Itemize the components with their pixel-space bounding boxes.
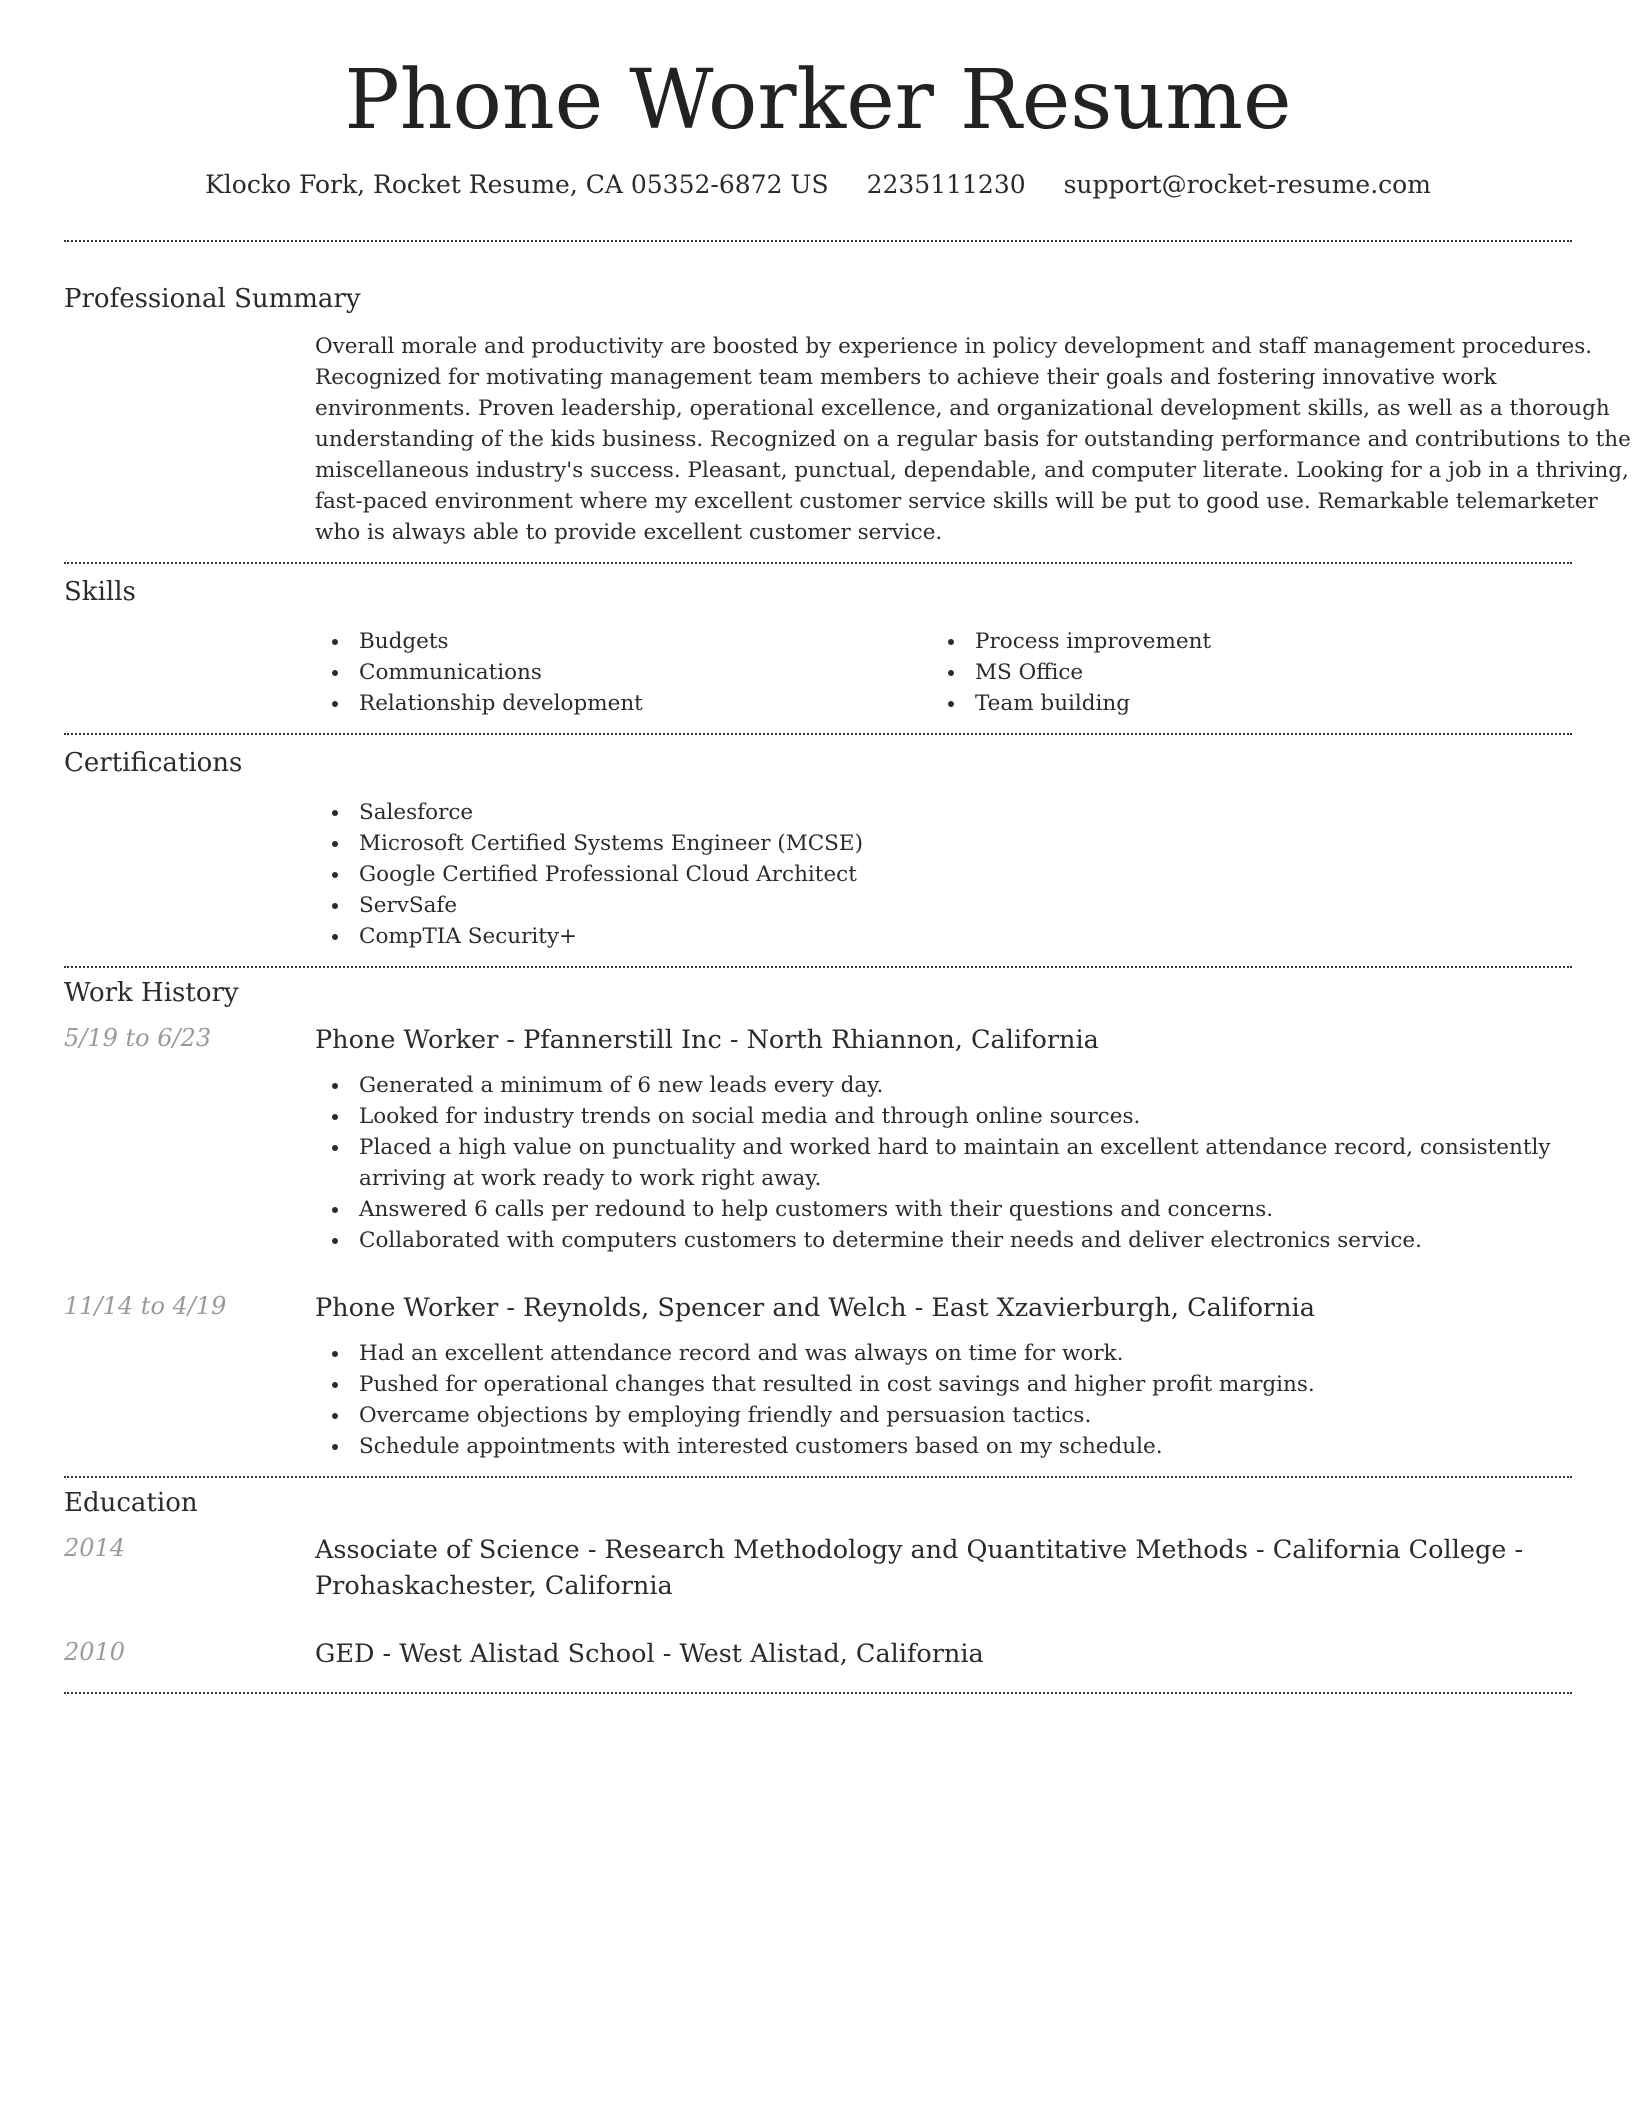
- job-title: Phone Worker - Reynolds, Spencer and Welch - East Xzavierburgh, California: [315, 1293, 1315, 1323]
- certifications-heading: Certifications: [64, 748, 243, 778]
- skills-list: [315, 626, 1632, 733]
- skill-item: Budgets: [315, 626, 931, 657]
- skill-item: Communications: [315, 657, 931, 688]
- education-year: 2014: [64, 1534, 126, 1562]
- certification-item: Microsoft Certified Systems Engineer (MCSE): [315, 828, 1632, 859]
- certifications-section: [64, 735, 1572, 966]
- skills-heading: Skills: [64, 577, 136, 607]
- work-history-section: [64, 968, 1572, 1476]
- skill-item: Relationship development: [315, 688, 931, 719]
- education-title: GED - West Alistad School - West Alistad, California: [315, 1639, 984, 1669]
- certifications-list: [315, 797, 1632, 966]
- job-title: Phone Worker - Pfannerstill Inc - North Rhiannon, California: [315, 1025, 1099, 1055]
- job-dates: 5/19 to 6/23: [64, 1024, 212, 1052]
- skills-section: [64, 564, 1572, 733]
- skill-item: Team building: [931, 688, 1547, 719]
- contact-phone: 2235111230: [866, 170, 1026, 199]
- job-bullets: [315, 1338, 1632, 1476]
- job-bullets: [315, 1070, 1632, 1256]
- section-divider: [64, 1692, 1572, 1694]
- job-bullet: Collaborated with computers customers to determine their needs and deliver electronics service.: [315, 1225, 1632, 1256]
- summary-section: [64, 242, 1631, 562]
- education-entry: [64, 1636, 1572, 1692]
- contact-address: Klocko Fork, Rocket Resume, CA 05352-6872 US: [205, 170, 829, 199]
- skill-item: Process improvement: [931, 626, 1547, 657]
- job-bullet: Pushed for operational changes that resulted in cost savings and higher profit margins.: [315, 1369, 1632, 1400]
- job-bullet: Had an excellent attendance record and was always on time for work.: [315, 1338, 1632, 1369]
- certification-item: CompTIA Security+: [315, 921, 1632, 952]
- resume-page: [64, 0, 1631, 1694]
- job-bullet: Placed a high value on punctuality and worked hard to maintain an excellent attendance record, consistently arriving at work ready to work right away.: [315, 1132, 1632, 1194]
- education-title: Associate of Science - Research Methodology and Quantitative Methods - California College - Prohaskachester, California: [315, 1535, 1524, 1601]
- contact-email: support@rocket-resume.com: [1063, 170, 1431, 199]
- job-bullet: Overcame objections by employing friendly and persuasion tactics.: [315, 1400, 1632, 1431]
- education-section: [64, 1478, 1572, 1692]
- job-bullet: Looked for industry trends on social media and through online sources.: [315, 1101, 1632, 1132]
- job-bullet: Generated a minimum of 6 new leads every day.: [315, 1070, 1632, 1101]
- contact-line: [64, 150, 1572, 240]
- summary-heading: Professional Summary: [64, 284, 361, 314]
- certification-item: Google Certified Professional Cloud Architect: [315, 859, 1632, 890]
- job-entry: [64, 1022, 1572, 1256]
- job-bullet: Answered 6 calls per redound to help customers with their questions and concerns.: [315, 1194, 1632, 1225]
- certification-item: ServSafe: [315, 890, 1632, 921]
- skill-item: MS Office: [931, 657, 1547, 688]
- work-history-heading: Work History: [64, 978, 239, 1008]
- resume-title: Phone Worker Resume: [344, 53, 1292, 148]
- job-bullet: Schedule appointments with interested customers based on my schedule.: [315, 1431, 1632, 1462]
- job-entry: [64, 1290, 1572, 1476]
- summary-text: Overall morale and productivity are boosted by experience in policy development and staff management procedures. Recognized for motivating management team members to achieve their goals and fostering innovative work environments. Proven leadership, operational excellence, and organizational development skills, as well as a thorough understanding of the kids business. Recognized on a regular basis for outstanding performance and contributions to the miscellaneous industry's success. Pleasant, punctual, dependable, and computer literate. Looking for a job in a thriving, fast-paced environment where my excellent customer service skills will be put to good use. Remarkable telemarketer who is always able to provide excellent customer service.: [315, 334, 1631, 545]
- skills-column-right: [931, 626, 1547, 719]
- certification-item: Salesforce: [315, 797, 1632, 828]
- education-heading: Education: [64, 1488, 198, 1518]
- education-year: 2010: [64, 1638, 126, 1666]
- skills-column-left: [315, 626, 931, 719]
- education-entry: [64, 1532, 1572, 1604]
- job-dates: 11/14 to 4/19: [64, 1292, 227, 1320]
